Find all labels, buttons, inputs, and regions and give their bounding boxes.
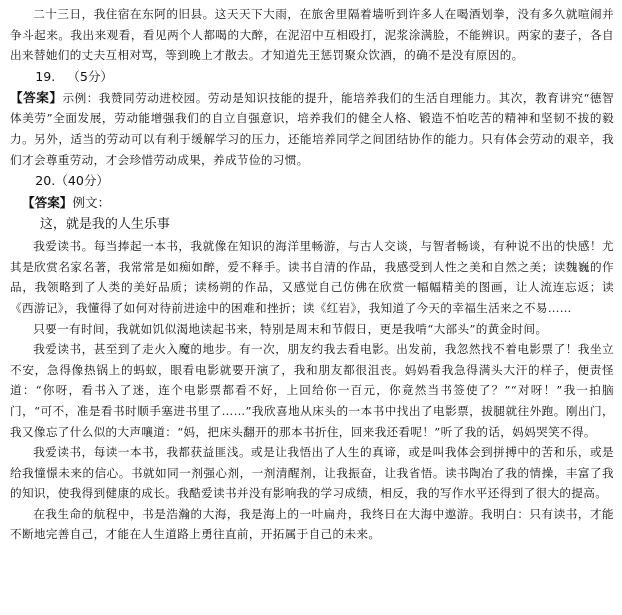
essay-paragraph: 在我生命的航程中，书是浩瀚的大海，我是海上的一叶扁舟，我终日在大海中遨游。我明白：只有读书，才能不断地完善自己，才能在人生道路上勇往直前，开拓属于自己的未来。 <box>10 506 614 542</box>
essay-title: 这，就是我的人生乐事 <box>39 217 170 233</box>
essay-paragraph: 我爱读书，甚至到了走火入魔的地步。有一次，朋友约我去看电影。出发前，我忽然找不着电影票了！我坐立不安，急得像热锅上的蚂蚁，眼看电影就要开演了，我和朋友都很沮丧。妈妈看我急得满头大汗的样子，便责怪道：“你呀，看书入了迷，连个电影票都看不好，上回给你一百元，你竟然当书签使了？”“对呀！”我一拍脑门，“可不，准是看书时顺手塞进书里了……”我欣喜地从床头的一本书中找出了电影票，拔腿就往外跑。刚出门，我又像忘了什么似的大声嚷道：“妈，把床头翻开的那本书折住，回来我还看呢！”听了我的话，妈妈哭笑不得。 <box>10 342 614 439</box>
question-20-score: （40分） <box>55 173 110 189</box>
document-page <box>10 4 614 545</box>
question-19-score: （5分） <box>67 68 114 84</box>
passage-translation: 二十三日，我住宿在东阿的旧县。这天天下大雨，在旅舍里隔着墙听到许多人在喝酒划拳，没有多久就喧闹并争斗起来。我出来观看，看见两个人都喝的大醉，在泥沼中互相殴打，泥浆涂满脸，不能辨识。两家的妻子，各自出来替她们的丈夫互相对骂，等到晚上才散去。才知道先王惩罚聚众饮酒，的确不是没有原因的。 <box>10 7 614 63</box>
question-20-answer <box>10 192 614 214</box>
question-20-answer-text: 例文： <box>72 195 111 211</box>
answer-label: 【答案】 <box>22 195 73 211</box>
answer-label: 【答案】 <box>10 89 63 105</box>
question-19-heading <box>10 66 614 88</box>
essay-paragraph: 我爱读书，每读一本书，我都获益匪浅。或是让我悟出了人生的真谛，或是叫我体会到拼搏中的苦和乐，或是给我憧憬未来的信心。书就如同一剂强心剂，一剂清醒剂，让我振奋，让我省悟。读书陶冶了我的情操，丰富了我的知识，使我得到健康的成长。我酷爱读书并没有影响我的学习成绩，相反，我的写作水平还得到了很大的提高。 <box>10 445 614 501</box>
essay-paragraph: 只要一有时间，我就如饥似渴地读起书来，特别是周末和节假日，更是我啃“大部头”的黄金时间。 <box>33 321 548 336</box>
question-19-answer <box>10 88 614 170</box>
question-20-number: 20. <box>35 173 56 189</box>
question-19-number: 19. <box>35 68 56 84</box>
question-20-heading <box>10 170 614 192</box>
essay-paragraph: 我爱读书。每当捧起一本书，我就像在知识的海洋里畅游，与古人交谈，与智者畅谈，有种说不出的快感！尤其是欣赏名家名著，我常常是如痴如醉，爱不释手。读书自清的作品，我感受到人性之美和自然之美；读魏巍的作品，我领略到了人类的美好品质；读杨朔的作品，又感觉自己仿佛在欣赏一幅幅精美的图画，让人流连忘返；读《西游记》，我懂得了如何对待前进途中的困难和挫折；读《红岩》，我知道了今天的幸福生活来之不易…… <box>10 239 614 315</box>
question-19-answer-text: 示例：我赞同劳动进校园。劳动是知识技能的提升，能培养我们的生活自理能力。其次，教育讲究“德智体美劳”全面发展，劳动能增强我们的自立自强意识，培养我们的健全人格、锻造不怕吃苦的精神和坚韧不拔的毅力。另外，适当的劳动可以有利于缓解学习的压力，还能培养同学之间团结协作的能力。只有体会劳动的艰辛，我们才会尊重劳动，才会珍惜劳动成果，养成节俭的习惯。 <box>10 90 614 167</box>
